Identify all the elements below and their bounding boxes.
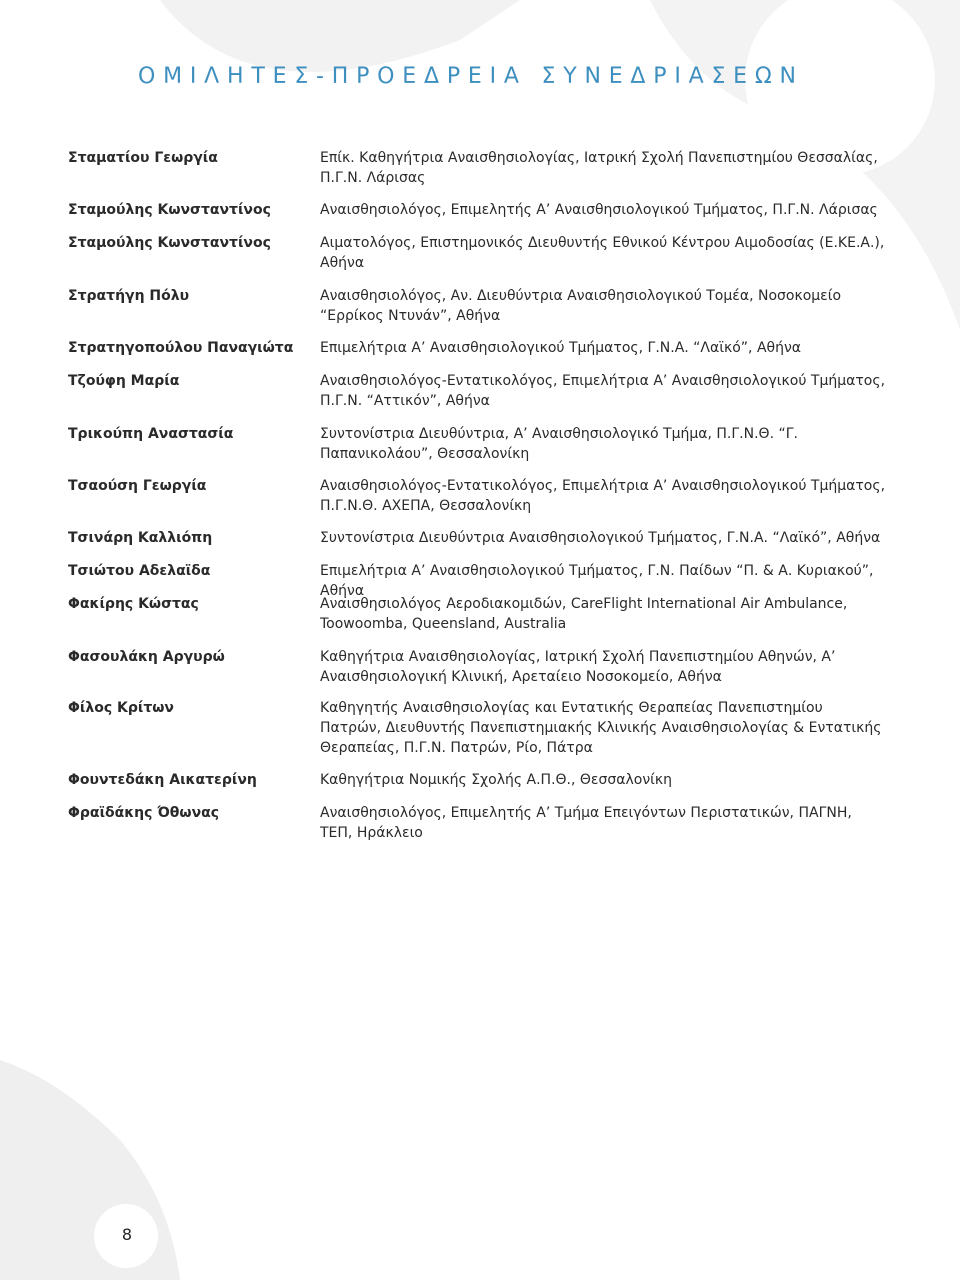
speaker-name: Φραϊδάκης Όθωνας [68, 805, 220, 821]
speaker-row [68, 424, 888, 464]
speaker-role: Αναισθησιολόγος, Επιμελητής Α’ Τμήμα Επειγόντων Περιστατικών, ΠΑΓΝΗ, ΤΕΠ, Ηράκλειο [320, 805, 852, 841]
speaker-role: Επιμελήτρια Α’ Αναισθησιολογικού Τμήματος, Γ.Ν. Παίδων “Π. & Α. Κυριακού”, Αθήνα [320, 563, 874, 599]
speaker-name: Φασουλάκη Αργυρώ [68, 649, 225, 665]
speaker-role: Αναισθησιολόγος, Αν. Διευθύντρια Αναισθησιολογικού Τομέα, Νοσοκομείο “Ερρίκος Ντυνάν”, Αθήνα [320, 288, 842, 324]
speaker-role: Καθηγητής Αναισθησιολογίας και Εντατικής Θεραπείας Πανεπιστημίου Πατρών, Διευθυντής Πανεπιστημιακής Κλινικής Αναισθησιολογίας & Εντατικής Θεραπείας, Π.Γ.Ν. Πατρών, Ρίο, Πάτρα [320, 700, 882, 756]
speaker-role: Συντονίστρια Διευθύντρια, Α’ Αναισθησιολογικό Τμήμα, Π.Γ.Ν.Θ. “Γ. Παπανικολάου”, Θεσσαλονίκη [320, 426, 798, 462]
speaker-name: Στρατηγοπούλου Παναγιώτα [68, 340, 294, 356]
speaker-row [68, 286, 888, 326]
speaker-row [68, 338, 888, 358]
speaker-row [68, 233, 888, 273]
speaker-row [68, 476, 888, 516]
speaker-name: Σταμούλης Κωνσταντίνος [68, 235, 271, 251]
speaker-row [68, 371, 888, 411]
speaker-row [68, 528, 888, 548]
page-number: 8 [121, 1225, 133, 1244]
speaker-name: Τσιώτου Αδελαϊδα [68, 563, 211, 579]
speaker-row [68, 148, 888, 188]
speaker-row [68, 803, 888, 843]
speaker-row [68, 594, 888, 634]
speaker-role: Επίκ. Καθηγήτρια Αναισθησιολογίας, Ιατρική Σχολή Πανεπιστημίου Θεσσαλίας, Π.Γ.Ν. Λάρισας [320, 150, 878, 186]
speaker-name: Τζούφη Μαρία [68, 373, 180, 389]
speaker-row [68, 200, 888, 220]
speaker-role: Αιματολόγος, Επιστημονικός Διευθυντής Εθνικού Κέντρου Αιμοδοσίας (Ε.ΚΕ.Α.), Αθήνα [320, 235, 885, 271]
speaker-role: Αναισθησιολόγος-Εντατικολόγος, Επιμελήτρια Α’ Αναισθησιολογικού Τμήματος, Π.Γ.Ν.Θ. ΑΧΕΠΑ, Θεσσαλονίκη [320, 478, 886, 514]
speaker-role: Καθηγήτρια Νομικής Σχολής Α.Π.Θ., Θεσσαλονίκη [320, 772, 673, 788]
speaker-role: Επιμελήτρια Α’ Αναισθησιολογικού Τμήματος, Γ.Ν.Α. “Λαϊκό”, Αθήνα [320, 340, 802, 356]
speaker-name: Τσινάρη Καλλιόπη [68, 530, 213, 546]
speaker-row [68, 698, 888, 758]
speaker-name: Σταμούλης Κωνσταντίνος [68, 202, 271, 218]
speaker-role: Αναισθησιολόγος Αεροδιακομιδών, CareFlight International Air Ambulance, Toowoomba, Queensland, Australia [320, 596, 848, 632]
speaker-role: Συντονίστρια Διευθύντρια Αναισθησιολογικού Τμήματος, Γ.Ν.Α. “Λαϊκό”, Αθήνα [320, 530, 881, 546]
speaker-row [68, 647, 888, 687]
speaker-name: Τρικούπη Αναστασία [68, 426, 234, 442]
page-title: ΟΜΙΛΗΤΕΣ-ΠΡΟΕΔΡΕΙΑ ΣΥΝΕΔΡΙΑΣΕΩΝ [138, 64, 804, 89]
speaker-role: Αναισθησιολόγος-Εντατικολόγος, Επιμελήτρια Α’ Αναισθησιολογικού Τμήματος, Π.Γ.Ν. “Αττικόν”, Αθήνα [320, 373, 886, 409]
speaker-role: Αναισθησιολόγος, Επιμελητής Α’ Αναισθησιολογικού Τμήματος, Π.Γ.Ν. Λάρισας [320, 202, 878, 218]
speaker-name: Τσαούση Γεωργία [68, 478, 207, 494]
speaker-name: Σταματίου Γεωργία [68, 150, 218, 166]
speaker-name: Στρατήγη Πόλυ [68, 288, 190, 304]
speaker-row [68, 770, 888, 790]
speaker-name: Φουντεδάκη Αικατερίνη [68, 772, 257, 788]
speaker-name: Φίλος Κρίτων [68, 700, 174, 716]
speaker-role: Καθηγήτρια Αναισθησιολογίας, Ιατρική Σχολή Πανεπιστημίου Αθηνών, Α’ Αναισθησιολογική Κλινική, Αρεταίειο Νοσοκομείο, Αθήνα [320, 649, 836, 685]
speaker-name: Φακίρης Κώστας [68, 596, 199, 612]
